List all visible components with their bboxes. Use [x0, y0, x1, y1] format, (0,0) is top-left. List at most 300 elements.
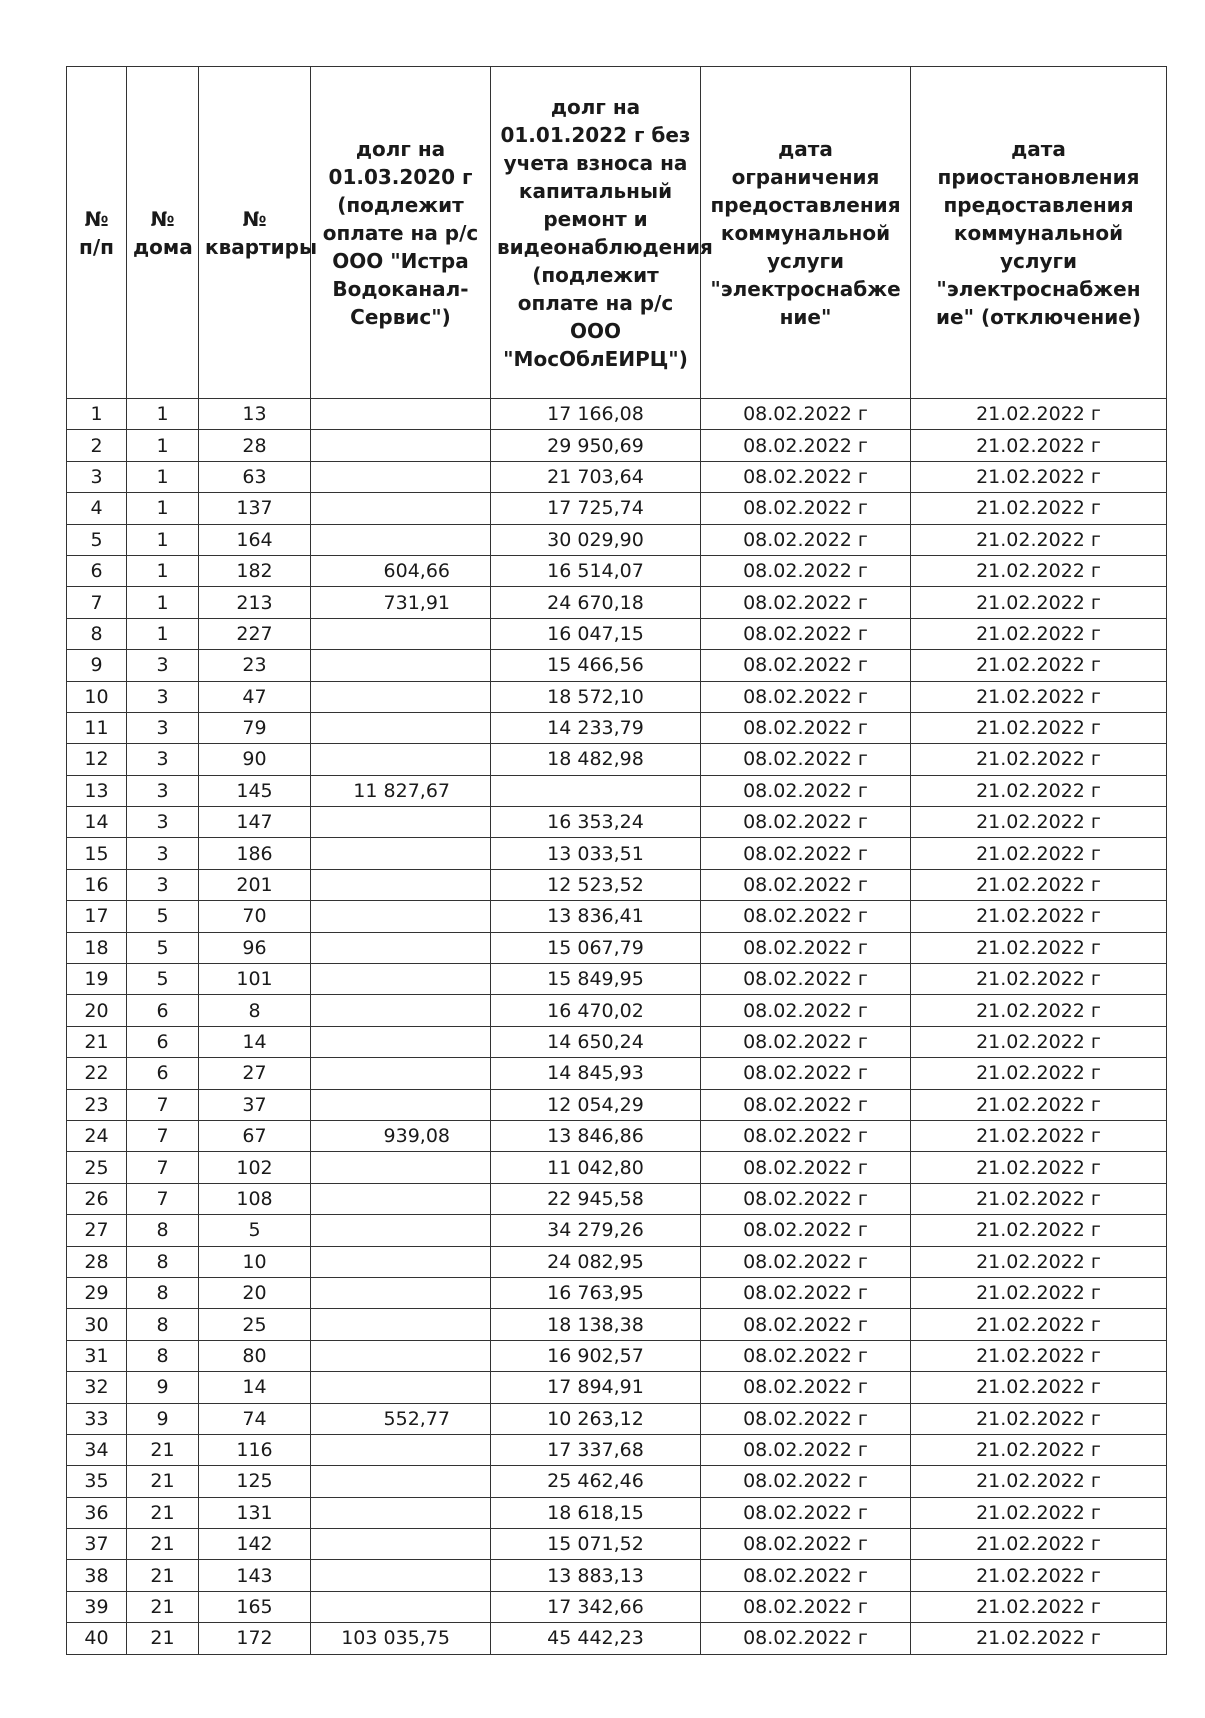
cell-debt-2022: 13 846,86 — [491, 1120, 701, 1151]
header-cell-debt-2020: долг на 01.03.2020 г (подлежит оплате на р/с ООО "Истра Водоканал-Сервис") — [311, 67, 491, 399]
cell-row-number: 36 — [67, 1497, 127, 1528]
table-row — [67, 461, 1167, 492]
cell-house-number: 8 — [127, 1215, 199, 1246]
cell-debt-2022 — [491, 775, 701, 806]
cell-row-number: 15 — [67, 838, 127, 869]
cell-restriction-date: 08.02.2022 г — [701, 1215, 911, 1246]
cell-restriction-date: 08.02.2022 г — [701, 618, 911, 649]
cell-restriction-date: 08.02.2022 г — [701, 995, 911, 1026]
cell-house-number: 21 — [127, 1560, 199, 1591]
cell-debt-2022: 10 263,12 — [491, 1403, 701, 1434]
cell-restriction-date: 08.02.2022 г — [701, 1591, 911, 1622]
cell-suspension-date: 21.02.2022 г — [911, 807, 1167, 838]
cell-restriction-date: 08.02.2022 г — [701, 869, 911, 900]
cell-restriction-date: 08.02.2022 г — [701, 1058, 911, 1089]
cell-debt-2022: 16 047,15 — [491, 618, 701, 649]
cell-suspension-date: 21.02.2022 г — [911, 1403, 1167, 1434]
cell-apartment-number: 47 — [199, 681, 311, 712]
table-row — [67, 1466, 1167, 1497]
cell-house-number: 8 — [127, 1340, 199, 1371]
cell-restriction-date: 08.02.2022 г — [701, 932, 911, 963]
cell-debt-2020 — [311, 493, 491, 524]
cell-row-number: 39 — [67, 1591, 127, 1622]
cell-row-number: 3 — [67, 461, 127, 492]
cell-row-number: 24 — [67, 1120, 127, 1151]
cell-suspension-date: 21.02.2022 г — [911, 399, 1167, 430]
cell-suspension-date: 21.02.2022 г — [911, 869, 1167, 900]
cell-house-number: 5 — [127, 901, 199, 932]
cell-suspension-date: 21.02.2022 г — [911, 1466, 1167, 1497]
cell-apartment-number: 165 — [199, 1591, 311, 1622]
cell-house-number: 7 — [127, 1152, 199, 1183]
cell-debt-2020: 604,66 — [311, 555, 491, 586]
table-row — [67, 1529, 1167, 1560]
cell-suspension-date: 21.02.2022 г — [911, 618, 1167, 649]
cell-debt-2020 — [311, 1246, 491, 1277]
cell-house-number: 1 — [127, 587, 199, 618]
cell-restriction-date: 08.02.2022 г — [701, 1026, 911, 1057]
table-row — [67, 964, 1167, 995]
cell-row-number: 25 — [67, 1152, 127, 1183]
cell-debt-2022: 14 233,79 — [491, 712, 701, 743]
cell-restriction-date: 08.02.2022 г — [701, 1183, 911, 1214]
cell-debt-2020 — [311, 430, 491, 461]
cell-house-number: 3 — [127, 838, 199, 869]
cell-debt-2020 — [311, 1591, 491, 1622]
cell-debt-2020 — [311, 1183, 491, 1214]
table-row — [67, 1026, 1167, 1057]
cell-suspension-date: 21.02.2022 г — [911, 775, 1167, 806]
cell-suspension-date: 21.02.2022 г — [911, 1372, 1167, 1403]
cell-apartment-number: 145 — [199, 775, 311, 806]
table-row — [67, 744, 1167, 775]
cell-apartment-number: 125 — [199, 1466, 311, 1497]
cell-debt-2022: 17 725,74 — [491, 493, 701, 524]
cell-house-number: 1 — [127, 493, 199, 524]
cell-row-number: 37 — [67, 1529, 127, 1560]
cell-restriction-date: 08.02.2022 г — [701, 1497, 911, 1528]
cell-debt-2020 — [311, 1026, 491, 1057]
cell-suspension-date: 21.02.2022 г — [911, 493, 1167, 524]
cell-apartment-number: 25 — [199, 1309, 311, 1340]
header-cell-debt-2022: долг на 01.01.2022 г без учета взноса на капитальный ремонт и видеонаблюдения (подлежит оплате на р/с ООО "МосОблЕИРЦ") — [491, 67, 701, 399]
cell-restriction-date: 08.02.2022 г — [701, 461, 911, 492]
table-row — [67, 524, 1167, 555]
cell-debt-2022: 34 279,26 — [491, 1215, 701, 1246]
cell-row-number: 27 — [67, 1215, 127, 1246]
cell-restriction-date: 08.02.2022 г — [701, 1089, 911, 1120]
cell-debt-2020 — [311, 1152, 491, 1183]
cell-restriction-date: 08.02.2022 г — [701, 681, 911, 712]
cell-debt-2022: 29 950,69 — [491, 430, 701, 461]
cell-apartment-number: 143 — [199, 1560, 311, 1591]
cell-row-number: 23 — [67, 1089, 127, 1120]
cell-apartment-number: 213 — [199, 587, 311, 618]
cell-debt-2020 — [311, 461, 491, 492]
cell-row-number: 2 — [67, 430, 127, 461]
table-row — [67, 1309, 1167, 1340]
cell-restriction-date: 08.02.2022 г — [701, 1152, 911, 1183]
cell-debt-2022: 18 618,15 — [491, 1497, 701, 1528]
cell-row-number: 28 — [67, 1246, 127, 1277]
cell-house-number: 5 — [127, 964, 199, 995]
cell-suspension-date: 21.02.2022 г — [911, 901, 1167, 932]
cell-debt-2022: 14 845,93 — [491, 1058, 701, 1089]
cell-row-number: 6 — [67, 555, 127, 586]
cell-house-number: 3 — [127, 869, 199, 900]
cell-house-number: 8 — [127, 1277, 199, 1308]
cell-debt-2022: 30 029,90 — [491, 524, 701, 555]
cell-apartment-number: 182 — [199, 555, 311, 586]
cell-debt-2020 — [311, 1434, 491, 1465]
cell-debt-2022: 18 572,10 — [491, 681, 701, 712]
header-cell-suspension-date: дата приостановления предоставления коммунальной услуги "электроснабжен ие" (отключение) — [911, 67, 1167, 399]
cell-suspension-date: 21.02.2022 г — [911, 524, 1167, 555]
cell-apartment-number: 28 — [199, 430, 311, 461]
cell-house-number: 7 — [127, 1183, 199, 1214]
table-row — [67, 650, 1167, 681]
table-row — [67, 807, 1167, 838]
cell-apartment-number: 101 — [199, 964, 311, 995]
table-row — [67, 1560, 1167, 1591]
cell-debt-2020 — [311, 524, 491, 555]
cell-suspension-date: 21.02.2022 г — [911, 1623, 1167, 1654]
cell-debt-2020 — [311, 744, 491, 775]
cell-suspension-date: 21.02.2022 г — [911, 1591, 1167, 1622]
cell-restriction-date: 08.02.2022 г — [701, 1277, 911, 1308]
cell-restriction-date: 08.02.2022 г — [701, 587, 911, 618]
table-body — [67, 399, 1167, 1655]
cell-restriction-date: 08.02.2022 г — [701, 555, 911, 586]
cell-apartment-number: 90 — [199, 744, 311, 775]
cell-row-number: 4 — [67, 493, 127, 524]
cell-house-number: 6 — [127, 1026, 199, 1057]
cell-apartment-number: 79 — [199, 712, 311, 743]
cell-house-number: 9 — [127, 1403, 199, 1434]
cell-house-number: 3 — [127, 775, 199, 806]
cell-debt-2020 — [311, 1466, 491, 1497]
cell-debt-2020 — [311, 712, 491, 743]
table-row — [67, 1058, 1167, 1089]
cell-house-number: 8 — [127, 1246, 199, 1277]
cell-house-number: 3 — [127, 681, 199, 712]
cell-debt-2020 — [311, 807, 491, 838]
cell-row-number: 1 — [67, 399, 127, 430]
table-row — [67, 869, 1167, 900]
cell-restriction-date: 08.02.2022 г — [701, 712, 911, 743]
cell-suspension-date: 21.02.2022 г — [911, 744, 1167, 775]
cell-debt-2020 — [311, 1215, 491, 1246]
cell-apartment-number: 131 — [199, 1497, 311, 1528]
table-row — [67, 399, 1167, 430]
cell-debt-2022: 13 836,41 — [491, 901, 701, 932]
cell-row-number: 40 — [67, 1623, 127, 1654]
cell-house-number: 21 — [127, 1529, 199, 1560]
debt-table — [66, 66, 1167, 1655]
cell-debt-2020 — [311, 995, 491, 1026]
cell-debt-2022: 13 883,13 — [491, 1560, 701, 1591]
table-row — [67, 712, 1167, 743]
table-row — [67, 1340, 1167, 1371]
cell-apartment-number: 37 — [199, 1089, 311, 1120]
cell-row-number: 10 — [67, 681, 127, 712]
cell-house-number: 1 — [127, 555, 199, 586]
cell-debt-2020 — [311, 1340, 491, 1371]
cell-restriction-date: 08.02.2022 г — [701, 838, 911, 869]
table-row — [67, 1434, 1167, 1465]
table-row — [67, 1152, 1167, 1183]
table-row — [67, 1089, 1167, 1120]
cell-house-number: 1 — [127, 461, 199, 492]
cell-apartment-number: 70 — [199, 901, 311, 932]
table-row — [67, 1623, 1167, 1654]
table-row — [67, 838, 1167, 869]
cell-apartment-number: 74 — [199, 1403, 311, 1434]
cell-restriction-date: 08.02.2022 г — [701, 1372, 911, 1403]
cell-debt-2022: 22 945,58 — [491, 1183, 701, 1214]
cell-house-number: 21 — [127, 1591, 199, 1622]
table-row — [67, 555, 1167, 586]
cell-suspension-date: 21.02.2022 г — [911, 1277, 1167, 1308]
cell-house-number: 3 — [127, 744, 199, 775]
cell-suspension-date: 21.02.2022 г — [911, 838, 1167, 869]
cell-row-number: 26 — [67, 1183, 127, 1214]
cell-debt-2022: 17 166,08 — [491, 399, 701, 430]
cell-row-number: 19 — [67, 964, 127, 995]
cell-debt-2020 — [311, 932, 491, 963]
cell-apartment-number: 10 — [199, 1246, 311, 1277]
cell-house-number: 1 — [127, 399, 199, 430]
cell-debt-2022: 13 033,51 — [491, 838, 701, 869]
cell-suspension-date: 21.02.2022 г — [911, 587, 1167, 618]
cell-row-number: 33 — [67, 1403, 127, 1434]
cell-apartment-number: 63 — [199, 461, 311, 492]
cell-row-number: 21 — [67, 1026, 127, 1057]
cell-debt-2022: 21 703,64 — [491, 461, 701, 492]
cell-restriction-date: 08.02.2022 г — [701, 1246, 911, 1277]
cell-debt-2020 — [311, 1089, 491, 1120]
cell-debt-2020 — [311, 399, 491, 430]
table-row — [67, 430, 1167, 461]
cell-restriction-date: 08.02.2022 г — [701, 744, 911, 775]
cell-row-number: 35 — [67, 1466, 127, 1497]
cell-suspension-date: 21.02.2022 г — [911, 650, 1167, 681]
cell-restriction-date: 08.02.2022 г — [701, 964, 911, 995]
cell-restriction-date: 08.02.2022 г — [701, 399, 911, 430]
cell-suspension-date: 21.02.2022 г — [911, 430, 1167, 461]
cell-row-number: 8 — [67, 618, 127, 649]
cell-debt-2020 — [311, 1497, 491, 1528]
cell-debt-2020 — [311, 1058, 491, 1089]
cell-house-number: 3 — [127, 712, 199, 743]
cell-restriction-date: 08.02.2022 г — [701, 1309, 911, 1340]
cell-debt-2022: 24 082,95 — [491, 1246, 701, 1277]
cell-suspension-date: 21.02.2022 г — [911, 1309, 1167, 1340]
cell-house-number: 5 — [127, 932, 199, 963]
cell-suspension-date: 21.02.2022 г — [911, 1246, 1167, 1277]
cell-restriction-date: 08.02.2022 г — [701, 493, 911, 524]
cell-row-number: 32 — [67, 1372, 127, 1403]
cell-apartment-number: 186 — [199, 838, 311, 869]
cell-suspension-date: 21.02.2022 г — [911, 1183, 1167, 1214]
cell-house-number: 1 — [127, 618, 199, 649]
cell-debt-2020 — [311, 964, 491, 995]
cell-suspension-date: 21.02.2022 г — [911, 1434, 1167, 1465]
cell-restriction-date: 08.02.2022 г — [701, 650, 911, 681]
cell-apartment-number: 147 — [199, 807, 311, 838]
table-row — [67, 901, 1167, 932]
header-cell-apartment-number: № квартиры — [199, 67, 311, 399]
cell-debt-2022: 12 523,52 — [491, 869, 701, 900]
cell-row-number: 22 — [67, 1058, 127, 1089]
header-cell-row-number: № п/п — [67, 67, 127, 399]
cell-debt-2022: 24 670,18 — [491, 587, 701, 618]
cell-apartment-number: 14 — [199, 1372, 311, 1403]
header-row — [67, 67, 1167, 399]
cell-apartment-number: 13 — [199, 399, 311, 430]
cell-house-number: 21 — [127, 1434, 199, 1465]
cell-row-number: 16 — [67, 869, 127, 900]
cell-house-number: 3 — [127, 807, 199, 838]
cell-suspension-date: 21.02.2022 г — [911, 1560, 1167, 1591]
cell-debt-2022: 16 902,57 — [491, 1340, 701, 1371]
cell-suspension-date: 21.02.2022 г — [911, 1340, 1167, 1371]
cell-restriction-date: 08.02.2022 г — [701, 1403, 911, 1434]
cell-debt-2022: 15 067,79 — [491, 932, 701, 963]
cell-house-number: 6 — [127, 995, 199, 1026]
cell-restriction-date: 08.02.2022 г — [701, 430, 911, 461]
cell-house-number: 1 — [127, 430, 199, 461]
cell-apartment-number: 201 — [199, 869, 311, 900]
cell-debt-2020 — [311, 1309, 491, 1340]
cell-house-number: 1 — [127, 524, 199, 555]
cell-apartment-number: 227 — [199, 618, 311, 649]
cell-row-number: 20 — [67, 995, 127, 1026]
cell-apartment-number: 8 — [199, 995, 311, 1026]
table-row — [67, 995, 1167, 1026]
table-row — [67, 775, 1167, 806]
cell-debt-2020 — [311, 838, 491, 869]
cell-debt-2020 — [311, 1372, 491, 1403]
cell-row-number: 29 — [67, 1277, 127, 1308]
cell-row-number: 31 — [67, 1340, 127, 1371]
cell-debt-2020 — [311, 1277, 491, 1308]
cell-apartment-number: 102 — [199, 1152, 311, 1183]
header-cell-house-number: № дома — [127, 67, 199, 399]
cell-suspension-date: 21.02.2022 г — [911, 1529, 1167, 1560]
cell-debt-2022: 14 650,24 — [491, 1026, 701, 1057]
table-row — [67, 1591, 1167, 1622]
cell-house-number: 21 — [127, 1497, 199, 1528]
cell-suspension-date: 21.02.2022 г — [911, 681, 1167, 712]
cell-suspension-date: 21.02.2022 г — [911, 461, 1167, 492]
cell-debt-2020 — [311, 1560, 491, 1591]
cell-apartment-number: 20 — [199, 1277, 311, 1308]
cell-restriction-date: 08.02.2022 г — [701, 1560, 911, 1591]
cell-house-number: 8 — [127, 1309, 199, 1340]
table-row — [67, 1215, 1167, 1246]
cell-house-number: 6 — [127, 1058, 199, 1089]
cell-apartment-number: 67 — [199, 1120, 311, 1151]
cell-suspension-date: 21.02.2022 г — [911, 932, 1167, 963]
cell-suspension-date: 21.02.2022 г — [911, 1058, 1167, 1089]
cell-debt-2022: 25 462,46 — [491, 1466, 701, 1497]
table-row — [67, 681, 1167, 712]
cell-debt-2022: 16 763,95 — [491, 1277, 701, 1308]
cell-house-number: 7 — [127, 1089, 199, 1120]
table-row — [67, 1372, 1167, 1403]
cell-suspension-date: 21.02.2022 г — [911, 1026, 1167, 1057]
cell-debt-2020 — [311, 681, 491, 712]
cell-debt-2022: 16 514,07 — [491, 555, 701, 586]
cell-row-number: 18 — [67, 932, 127, 963]
cell-apartment-number: 27 — [199, 1058, 311, 1089]
cell-debt-2022: 12 054,29 — [491, 1089, 701, 1120]
cell-debt-2022: 17 337,68 — [491, 1434, 701, 1465]
cell-suspension-date: 21.02.2022 г — [911, 1497, 1167, 1528]
cell-debt-2022: 17 894,91 — [491, 1372, 701, 1403]
cell-row-number: 11 — [67, 712, 127, 743]
cell-debt-2020: 552,77 — [311, 1403, 491, 1434]
cell-apartment-number: 5 — [199, 1215, 311, 1246]
table-row — [67, 1183, 1167, 1214]
cell-suspension-date: 21.02.2022 г — [911, 1152, 1167, 1183]
table-row — [67, 1403, 1167, 1434]
cell-suspension-date: 21.02.2022 г — [911, 712, 1167, 743]
header-cell-restriction-date: дата ограничения предоставления коммунальной услуги "электроснабже ние" — [701, 67, 911, 399]
cell-apartment-number: 108 — [199, 1183, 311, 1214]
cell-restriction-date: 08.02.2022 г — [701, 1529, 911, 1560]
table-row — [67, 618, 1167, 649]
cell-debt-2022: 11 042,80 — [491, 1152, 701, 1183]
cell-debt-2020 — [311, 869, 491, 900]
cell-debt-2022: 16 353,24 — [491, 807, 701, 838]
cell-row-number: 7 — [67, 587, 127, 618]
cell-row-number: 17 — [67, 901, 127, 932]
cell-debt-2020: 939,08 — [311, 1120, 491, 1151]
cell-debt-2022: 16 470,02 — [491, 995, 701, 1026]
cell-debt-2020: 731,91 — [311, 587, 491, 618]
cell-debt-2022: 18 138,38 — [491, 1309, 701, 1340]
cell-debt-2022: 15 466,56 — [491, 650, 701, 681]
cell-apartment-number: 142 — [199, 1529, 311, 1560]
cell-row-number: 30 — [67, 1309, 127, 1340]
cell-apartment-number: 80 — [199, 1340, 311, 1371]
cell-row-number: 34 — [67, 1434, 127, 1465]
cell-debt-2020 — [311, 1529, 491, 1560]
cell-apartment-number: 23 — [199, 650, 311, 681]
cell-row-number: 14 — [67, 807, 127, 838]
cell-restriction-date: 08.02.2022 г — [701, 1466, 911, 1497]
cell-restriction-date: 08.02.2022 г — [701, 1434, 911, 1465]
cell-debt-2020 — [311, 901, 491, 932]
cell-debt-2022: 15 849,95 — [491, 964, 701, 995]
cell-restriction-date: 08.02.2022 г — [701, 524, 911, 555]
cell-debt-2020: 103 035,75 — [311, 1623, 491, 1654]
cell-debt-2022: 15 071,52 — [491, 1529, 701, 1560]
table-row — [67, 493, 1167, 524]
cell-house-number: 7 — [127, 1120, 199, 1151]
cell-apartment-number: 14 — [199, 1026, 311, 1057]
cell-apartment-number: 96 — [199, 932, 311, 963]
cell-debt-2020: 11 827,67 — [311, 775, 491, 806]
cell-debt-2020 — [311, 650, 491, 681]
table-row — [67, 932, 1167, 963]
cell-debt-2022: 45 442,23 — [491, 1623, 701, 1654]
cell-restriction-date: 08.02.2022 г — [701, 1120, 911, 1151]
cell-suspension-date: 21.02.2022 г — [911, 555, 1167, 586]
cell-house-number: 21 — [127, 1623, 199, 1654]
